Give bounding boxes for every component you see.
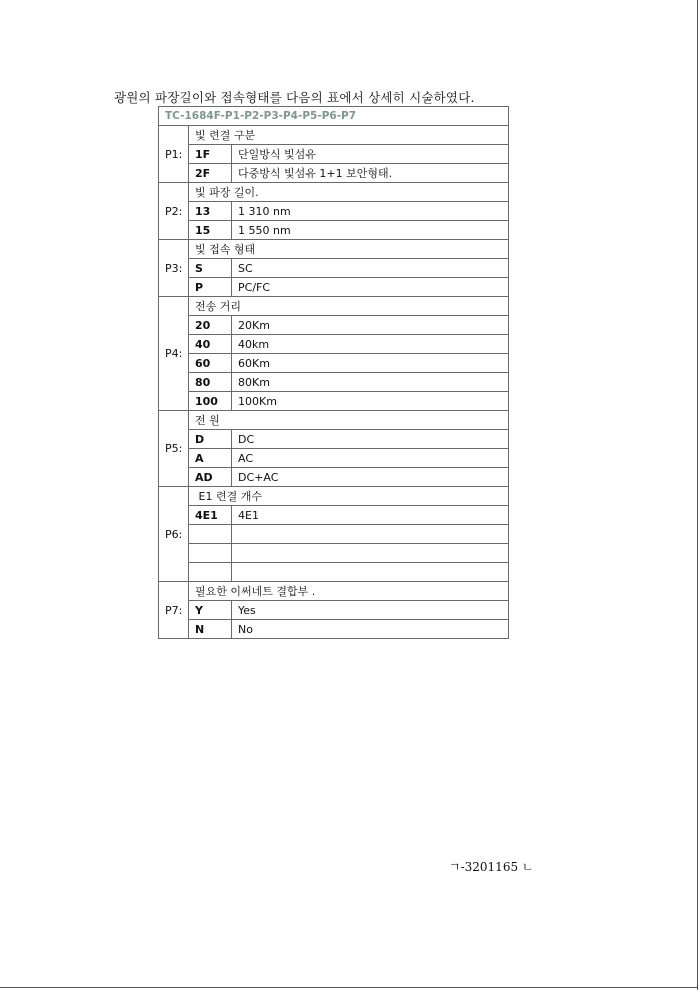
table-row — [159, 620, 509, 639]
group-header: 빛 련결 구분 — [189, 126, 509, 145]
option-description: 1 550 nm — [232, 221, 509, 240]
group-header: E1 련결 개수 — [189, 487, 509, 506]
spec-table-body — [159, 107, 509, 639]
table-row — [159, 202, 509, 221]
option-code: 15 — [189, 221, 232, 240]
option-code: 80 — [189, 373, 232, 392]
table-row — [159, 544, 509, 563]
option-description: 40km — [232, 335, 509, 354]
table-row — [159, 221, 509, 240]
param-label: P6: — [159, 487, 189, 582]
option-description: PC/FC — [232, 278, 509, 297]
option-description: 80Km — [232, 373, 509, 392]
option-code: N — [189, 620, 232, 639]
param-label: P3: — [159, 240, 189, 297]
option-description: No — [232, 620, 509, 639]
table-title-row — [159, 107, 509, 126]
option-description — [232, 563, 509, 582]
option-code: 100 — [189, 392, 232, 411]
group-header: 전 원 — [189, 411, 509, 430]
group-header: 전송 거리 — [189, 297, 509, 316]
group-header: 빛 접속 형태 — [189, 240, 509, 259]
option-code: 20 — [189, 316, 232, 335]
group-header-row — [159, 411, 509, 430]
table-row — [159, 601, 509, 620]
option-description: DC — [232, 430, 509, 449]
page-frame-bottom — [0, 987, 698, 988]
table-row — [159, 563, 509, 582]
document-code: ㄱ-3201165 ㄴ — [449, 860, 534, 874]
table-title: TC-1684F-P1-P2-P3-P4-P5-P6-P7 — [159, 107, 509, 126]
table-row — [159, 145, 509, 164]
option-code: 60 — [189, 354, 232, 373]
option-code: 2F — [189, 164, 232, 183]
group-header-row — [159, 240, 509, 259]
option-code: 4E1 — [189, 506, 232, 525]
table-row — [159, 335, 509, 354]
table-row — [159, 164, 509, 183]
option-description — [232, 525, 509, 544]
group-header: 필요한 이써네트 결합부 . — [189, 582, 509, 601]
option-code: AD — [189, 468, 232, 487]
table-row — [159, 373, 509, 392]
option-code — [189, 563, 232, 582]
option-description: 100Km — [232, 392, 509, 411]
option-code — [189, 544, 232, 563]
option-code: P — [189, 278, 232, 297]
group-header-row — [159, 297, 509, 316]
group-header: 빛 파장 길이. — [189, 183, 509, 202]
option-code: 40 — [189, 335, 232, 354]
intro-paragraph: 광원의 파장길이와 접속형태를 다음의 표에서 상세히 시술하였다. — [114, 90, 475, 105]
table-row — [159, 354, 509, 373]
option-description: 다중방식 빛섬유 1+1 보안형태. — [232, 164, 509, 183]
option-description — [232, 544, 509, 563]
option-description: 단일방식 빛섬유 — [232, 145, 509, 164]
table-row — [159, 392, 509, 411]
group-header-row — [159, 183, 509, 202]
option-code — [189, 525, 232, 544]
table-row — [159, 449, 509, 468]
option-description: AC — [232, 449, 509, 468]
option-description: 60Km — [232, 354, 509, 373]
option-code: A — [189, 449, 232, 468]
table-row — [159, 525, 509, 544]
spec-table — [158, 106, 509, 639]
table-row — [159, 316, 509, 335]
option-code: 13 — [189, 202, 232, 221]
param-label: P7: — [159, 582, 189, 639]
group-header-row — [159, 582, 509, 601]
group-header-row — [159, 126, 509, 145]
option-description: Yes — [232, 601, 509, 620]
group-header-row — [159, 487, 509, 506]
option-code: D — [189, 430, 232, 449]
page-frame-right — [697, 0, 698, 990]
param-label: P5: — [159, 411, 189, 487]
param-label: P4: — [159, 297, 189, 411]
option-description: DC+AC — [232, 468, 509, 487]
option-code: 1F — [189, 145, 232, 164]
option-description: 20Km — [232, 316, 509, 335]
option-description: SC — [232, 259, 509, 278]
table-row — [159, 278, 509, 297]
table-row — [159, 468, 509, 487]
option-description: 1 310 nm — [232, 202, 509, 221]
option-description: 4E1 — [232, 506, 509, 525]
option-code: S — [189, 259, 232, 278]
table-row — [159, 506, 509, 525]
param-label: P2: — [159, 183, 189, 240]
param-label: P1: — [159, 126, 189, 183]
option-code: Y — [189, 601, 232, 620]
table-row — [159, 259, 509, 278]
table-row — [159, 430, 509, 449]
